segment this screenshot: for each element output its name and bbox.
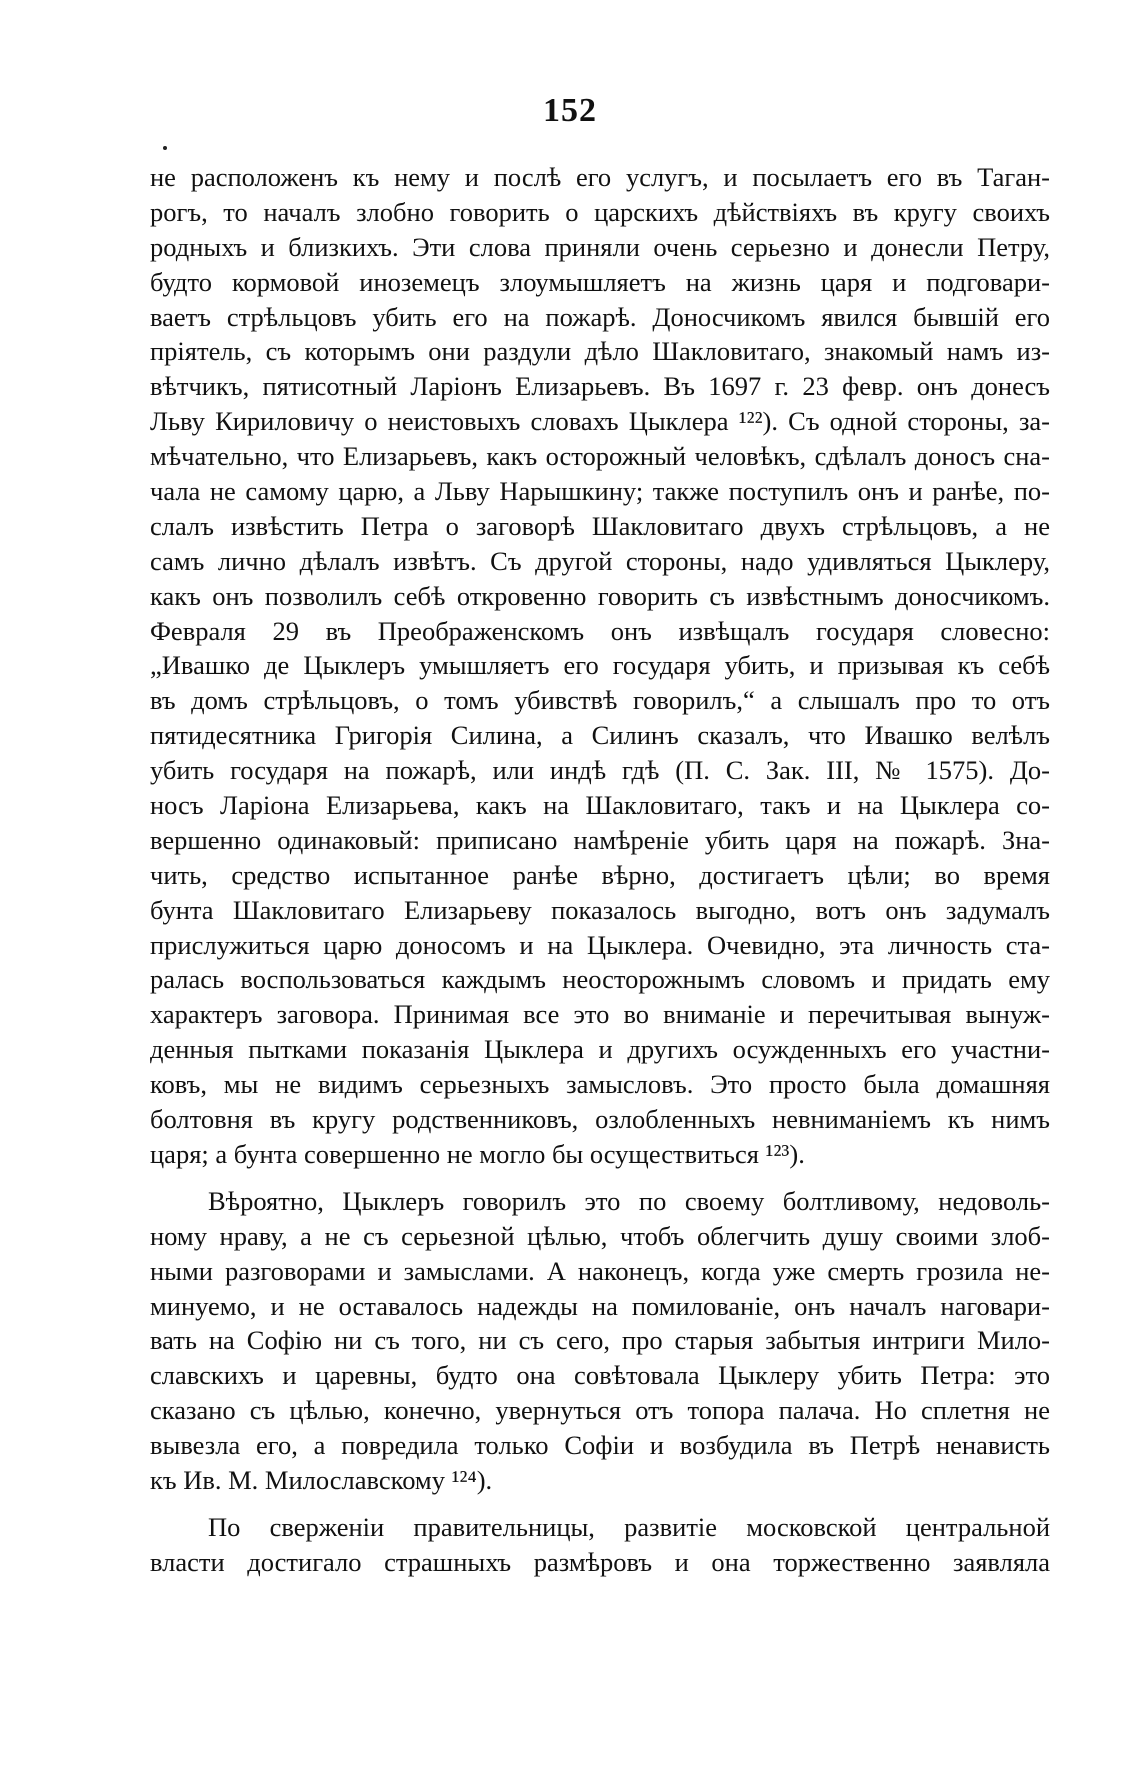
- text-line: характеръ заговора. Принимая все это во вниманіе и перечитывая вынуж-: [150, 999, 1050, 1030]
- text-line: вать на Софію ни съ того, ни съ сего, про старыя забытыя интриги Мило-: [150, 1325, 1050, 1356]
- text-line: вѣтчикъ, пятисотный Ларіонъ Елизарьевъ. Въ 1697 г. 23 февр. онъ донесъ: [150, 371, 1050, 402]
- text-line: не расположенъ къ нему и послѣ его услугъ, и посылаетъ его въ Таган-: [150, 162, 1050, 192]
- text-line: царя; а бунта совершенно не могло бы осуществиться ¹²³).: [150, 1138, 805, 1169]
- text-line: слалъ извѣстить Петра о заговорѣ Шакловитаго двухъ стрѣльцовъ, а не: [150, 510, 1050, 541]
- text-line: въ домъ стрѣльцовъ, о томъ убивствѣ говорилъ,“ а слышалъ про то отъ: [150, 685, 1050, 716]
- text-line: будто кормовой иноземецъ злоумышляетъ на жизнь царя и подговари-: [150, 266, 1050, 297]
- paragraph-gap: [150, 1172, 1050, 1184]
- text-line: родныхъ и близкихъ. Эти слова приняли очень серьезно и донесли Петру,: [150, 231, 1050, 262]
- text-line: какъ онъ позволилъ себѣ откровенно говорить съ извѣстнымъ доносчикомъ.: [150, 580, 1050, 611]
- text-line: пятидесятника Григорія Силина, а Силинъ сказалъ, что Ивашко велѣлъ: [150, 720, 1050, 751]
- print-dot-mark: [163, 146, 167, 150]
- text-line: къ Ив. М. Милославскому ¹²⁴).: [150, 1464, 493, 1495]
- page-number: 152: [543, 92, 597, 129]
- text-line: Льву Кириловичу о неистовыхъ словахъ Цыклера ¹²²). Съ одной стороны, за-: [150, 406, 1050, 437]
- text-line: сказано съ цѣлью, конечно, увернуться отъ топора палача. Но сплетня не: [150, 1395, 1050, 1426]
- paragraph-gap: [150, 1498, 1050, 1510]
- text-line: „Ивашко де Цыклеръ умышляетъ его государя убить, и призывая къ себѣ: [150, 650, 1050, 681]
- text-line: денныя пытками показанія Цыклера и другихъ осужденныхъ его участни-: [150, 1034, 1050, 1065]
- text-line: ралась воспользоваться каждымъ неосторожнымъ словомъ и придать ему: [150, 964, 1050, 995]
- text-line: ными разговорами и замыслами. А наконецъ, когда уже смерть грозила не-: [150, 1255, 1050, 1286]
- text-line: минуемо, и не оставалось надежды на помилованіе, онъ началъ наговари-: [150, 1290, 1050, 1321]
- text-line: пріятель, съ которымъ они раздули дѣло Шакловитаго, знакомый намъ из-: [150, 336, 1050, 367]
- text-line: Вѣроятно, Цыклеръ говорилъ это по своему болтливому, недоволь-: [208, 1185, 1050, 1216]
- text-line: самъ лично дѣлалъ извѣтъ. Съ другой стороны, надо удивляться Цыклеру,: [150, 545, 1050, 576]
- text-line: убить государя на пожарѣ, или индѣ гдѣ (П. С. Зак. III, № 1575). До-: [150, 755, 1050, 786]
- text-line: ному нраву, а не съ серьезной цѣлью, чтобъ облегчить душу своими злоб-: [150, 1220, 1050, 1251]
- text-line: вершенно одинаковый: приписано намѣреніе убить царя на пожарѣ. Зна-: [150, 824, 1050, 855]
- text-line: власти достигало страшныхъ размѣровъ и она торжественно заявляла: [150, 1546, 1050, 1577]
- text-line: прислужиться царю доносомъ и на Цыклера. Очевидно, эта личность ста-: [150, 929, 1050, 960]
- text-line: мѣчательно, что Елизарьевъ, какъ осторожный человѣкъ, сдѣлалъ доносъ сна-: [150, 441, 1050, 472]
- text-line: чить, средство испытанное ранѣе вѣрно, достигаетъ цѣли; во время: [150, 859, 1050, 890]
- text-line: славскихъ и царевны, будто она совѣтовала Цыклеру убить Петра: это: [150, 1360, 1050, 1391]
- text-line: бунта Шакловитаго Елизарьеву показалось выгодно, вотъ онъ задумалъ: [150, 894, 1050, 925]
- text-line: Февраля 29 въ Преображенскомъ онъ извѣщалъ государя словесно:: [150, 615, 1050, 646]
- text-line: болтовня въ кругу родственниковъ, озлобленныхъ невниманіемъ къ нимъ: [150, 1104, 1050, 1135]
- text-line: носъ Ларіона Елизарьева, какъ на Шакловитаго, такъ и на Цыклера со-: [150, 790, 1050, 821]
- text-line: рогъ, то началъ злобно говорить о царскихъ дѣйствіяхъ въ кругу своихъ: [150, 196, 1050, 227]
- text-line: По сверженіи правительницы, развитіе московской центральной: [208, 1511, 1050, 1542]
- text-line: чала не самому царю, а Льву Нарышкину; также поступилъ онъ и ранѣе, по-: [150, 476, 1050, 507]
- text-line: вывезла его, а повредила только Софіи и возбудила въ Петрѣ ненависть: [150, 1430, 1050, 1461]
- text-line: ваетъ стрѣльцовъ убить его на пожарѣ. Доносчикомъ явился бывшій его: [150, 301, 1050, 332]
- text-line: ковъ, мы не видимъ серьезныхъ замысловъ. Это просто была домашняя: [150, 1069, 1050, 1100]
- body-text: [150, 160, 1050, 1580]
